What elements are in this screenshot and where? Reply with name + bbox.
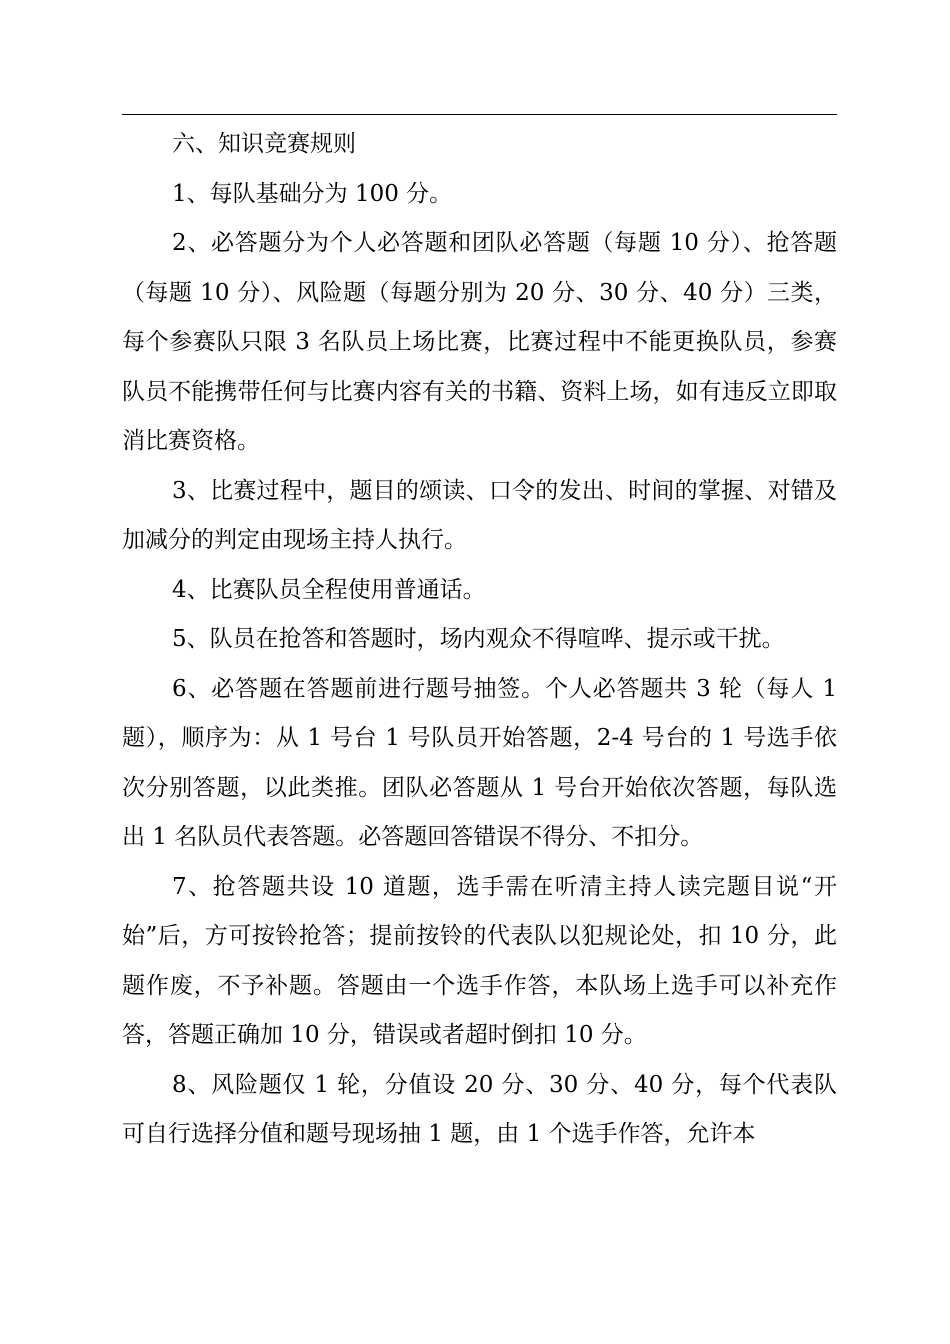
rule-paragraph-3: 3、比赛过程中，题目的颂读、口令的发出、时间的掌握、对错及加减分的判定由现场主持人执行。 <box>122 477 837 553</box>
rule-paragraph-1: 1、每队基础分为 100 分。 <box>172 180 453 207</box>
document-body <box>122 120 837 1160</box>
rule-paragraph-6: 6、必答题在答题前进行题号抽签。个人必答题共 3 轮（每人 1 题），顺序为：从 1 号台 1 号队员开始答题，2-4 号台的 1 号选手依次分别答题，以此类推。团队必答题从 1 号台开始依次答题，每队选出 1 名队员代表答题。必答题回答错误不得分、不扣分。 <box>122 675 837 850</box>
rule-paragraph-5: 5、队员在抢答和答题时，场内观众不得喧哗、提示或干扰。 <box>172 626 785 652</box>
header-rule <box>122 114 837 115</box>
rule-paragraph-7: 7、抢答题共设 10 道题，选手需在听清主持人读完题目说“开始”后，方可按铃抢答；提前按铃的代表队以犯规论处，扣 10 分，此题作废，不予补题。答题由一个选手作答，本队场上选手可以补充作答，答题正确加 10 分，错误或者超时倒扣 10 分。 <box>122 873 837 1048</box>
rule-paragraph-8: 8、风险题仅 1 轮，分值设 20 分、30 分、40 分，每个代表队可自行选择分值和题号现场抽 1 题，由 1 个选手作答，允许本 <box>122 1071 837 1147</box>
section-heading: 六、知识竞赛规则 <box>172 131 356 157</box>
rule-paragraph-4: 4、比赛队员全程使用普通话。 <box>172 576 486 603</box>
rule-paragraph-2: 2、必答题分为个人必答题和团队必答题（每题 10 分）、抢答题（每题 10 分）、风险题（每题分别为 20 分、30 分、40 分）三类，每个参赛队只限 3 名队员上场比赛，比赛过程中不能更换队员，参赛队员不能携带任何与比赛内容有关的书籍、资料上场，如有违反立即取消比赛资格。 <box>122 230 837 454</box>
